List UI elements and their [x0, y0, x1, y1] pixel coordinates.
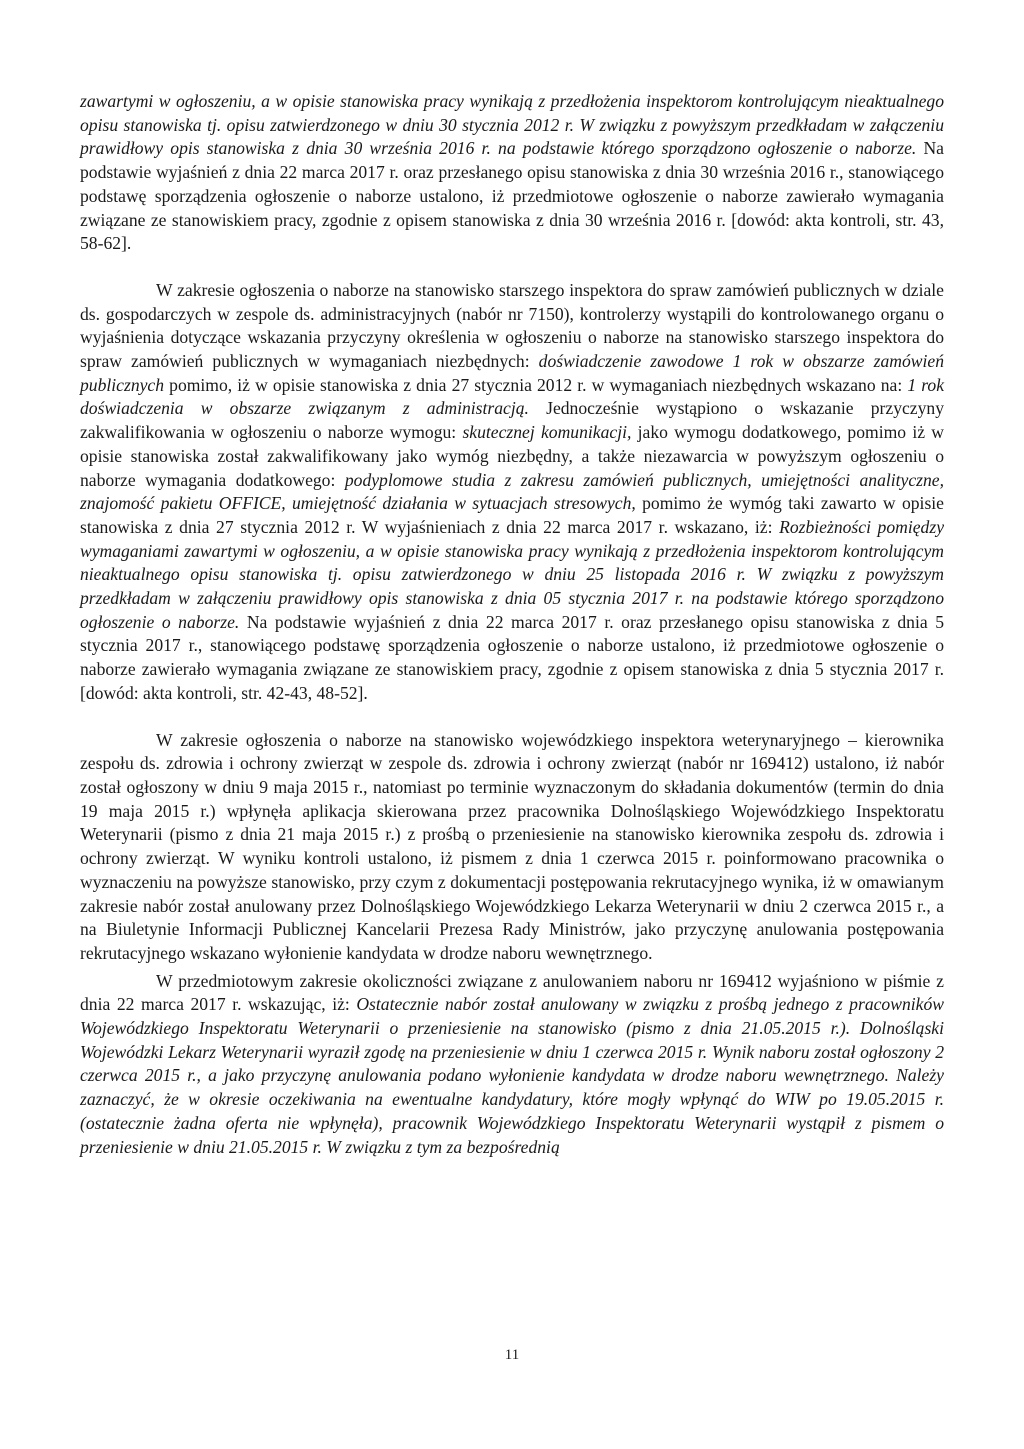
paragraph-3-text: W zakresie ogłoszenia o naborze na stanowisko wojewódzkiego inspektora weterynaryjnego – kierownika zespołu ds. zdrowia i ochrony zwierząt w zespole ds. zdrowia i ochrony zwierząt (nabór nr 169412) ustalono, iż nabór został ogłoszony w dniu 9 maja 2015 r., natomiast po terminie wyznaczonym do składania dokumentów (termin do dnia 19 maja 2015 r.) wpłynęła aplikacja skierowana przez pracownika Dolnośląskiego Wojewódzkiego Inspektoratu Weterynarii (pismo z dnia 21 maja 2015 r.) z prośbą o przeniesienie na stanowisko kierownika zespołu ds. zdrowia i ochrony zwierząt. W wyniku kontroli ustalono, iż pismem z dnia 1 czerwca 2015 r. poinformowano pracownika o wyznaczeniu na powyższe stanowisko, przy czym z dokumentacji postępowania rekrutacyjnego wynika, iż w omawianym zakresie nabór został anulowany przez Dolnośląskiego Wojewódzkiego Lekarza Weterynarii w dniu 2 czerwca 2015 r., a na Biuletynie Informacji Publicznej Kancelarii Prezesa Rady Ministrów, jako przyczynę anulowania postępowania rekrutacyjnego wskazano wyłonienie kandydata w drodze naboru wewnętrznego. [80, 729, 944, 963]
paragraph-2-text-f: Na podstawie wyjaśnień z dnia 22 marca 2017 r. oraz przesłanego opisu stanowiska z dnia 5 stycznia 2017 r., stanowiącego podstawę sporządzenia ogłoszenie o naborze ustalono, iż przedmiotowe ogłoszenie o naborze zawierało wymagania związane ze stanowiskiem pracy, zgodnie z opisem stanowiska z dnia 5 stycznia 2017 r. [dowód: akta kontroli, str. 42-43, 48-52]. [80, 611, 944, 703]
document-page [80, 90, 944, 1159]
paragraph-4-quote: Ostatecznie nabór został anulowany w związku z prośbą jednego z pracowników Wojewódzkiego Inspektoratu Weterynarii o przeniesienie na stanowisko (pismo z dnia 21.05.2015 r.). Dolnośląski Wojewódzki Lekarz Weterynarii wyraził zgodę na przeniesienie w dniu 1 czerwca 2015 r. Wynik naboru został ogłoszony 2 czerwca 2015 r., a jako przyczynę anulowania podano wyłonienie kandydata w drodze naboru wewnętrznego. Należy zaznaczyć, że w okresie oczekiwania na ewentualne kandydatury, które mogły wpłynąć do WIW po 19.05.2015 r. (ostatecznie żadna oferta nie wpłynęła), pracownik Wojewódzkiego Inspektoratu Weterynarii wystąpił z pismem o przeniesienie w dniu 21.05.2015 r. W związku z tym za bezpośrednią [80, 994, 944, 1157]
page-number: 11 [504, 1347, 520, 1363]
paragraph-4 [80, 970, 944, 1160]
paragraph-2-quote-e: Rozbieżności pomiędzy wymaganiami zawartymi w ogłoszeniu, a w opisie stanowiska pracy wynikają z przedłożenia inspektorom kontrolującym nieaktualnego opisu stanowiska tj. opisu zatwierdzonego w dniu 25 listopada 2016 r. W związku z powyższym przedkładam w załączeniu prawidłowy opis stanowiska z dnia 05 stycznia 2017 r. na podstawie którego sporządzono ogłoszenie o naborze. [80, 516, 944, 632]
paragraph-2-text-d: jako wymogu dodatkowego, pomimo iż w opisie stanowiska został zakwalifikowany jako wymóg niezbędny, a także niezawarcia w powyższym ogłoszeniu o naborze wymagania dodatkowego: [80, 422, 944, 490]
quoted-explanation-continued: zawartymi w ogłoszeniu, a w opisie stanowiska pracy wynikają z przedłożenia inspektorom kontrolującym nieaktualnego opisu stanowiska tj. opisu zatwierdzonego w dniu 30 stycznia 2012 r. W związku z powyższym przedkładam w załączeniu prawidłowy opis stanowiska z dnia 30 września 2016 r. na podstawie którego sporządzono ogłoszenie o naborze. [80, 91, 944, 159]
paragraph-1-findings: Na podstawie wyjaśnień z dnia 22 marca 2017 r. oraz przesłanego opisu stanowiska z dnia 30 września 2016 r., stanowiącego podstawę sporządzenia ogłoszenie o naborze ustalono, iż przedmiotowe ogłoszenie o naborze zawierało wymagania związane ze stanowiskiem pracy, zgodnie z opisem stanowiska z dnia 30 września 2016 r. [dowód: akta kontroli, str. 43, 58-62]. [80, 138, 944, 254]
paragraph-2-text-a: W zakresie ogłoszenia o naborze na stanowisko starszego inspektora do spraw zamówień publicznych w dziale ds. gospodarczych w zespole ds. administracyjnych (nabór nr 7150), kontrolerzy wystąpili do kontrolowanego organu o wyjaśnienia dotyczące wskazania przyczyny określenia w ogłoszeniu o naborze na stanowisko starszego inspektora do spraw zamówień publicznych w wymaganiach niezbędnych: [80, 279, 944, 372]
paragraph-2-text-c: Jednocześnie wystąpiono o wskazanie przyczyny zakwalifikowania w ogłoszeniu o naborze wymogu: [80, 398, 944, 443]
paragraph-3 [80, 729, 944, 966]
paragraph-2-quote-d: podyplomowe studia z zakresu zamówień publicznych, umiejętności analityczne, znajomość pakietu OFFICE, umiejętność działania w sytuacjach stresowych, [80, 469, 945, 514]
paragraph-2-quote-c: skutecznej komunikacji, [462, 422, 632, 443]
paragraph-1 [80, 90, 944, 256]
paragraph-2-text-e: pomimo że wymóg taki zawarto w opisie stanowiska z dnia 27 stycznia 2012 r. W wyjaśnieniach z dnia 22 marca 2017 r. wskazano, iż: [80, 493, 944, 537]
paragraph-4-text-a: W przedmiotowym zakresie okoliczności związane z anulowaniem naboru nr 169412 wyjaśniono w piśmie z dnia 22 marca 2017 r. wskazując, iż: [80, 970, 944, 1015]
paragraph-2-text-b: pomimo, iż w opisie stanowiska z dnia 27 stycznia 2012 r. w wymaganiach niezbędnych wskazano na: [164, 374, 908, 395]
paragraph-2 [80, 279, 944, 706]
paragraph-2-quote-b: 1 rok doświadczenia w obszarze związanym z administracją. [80, 374, 945, 419]
paragraph-2-quote-a: doświadczenie zawodowe 1 rok w obszarze zamówień publicznych [80, 351, 944, 395]
